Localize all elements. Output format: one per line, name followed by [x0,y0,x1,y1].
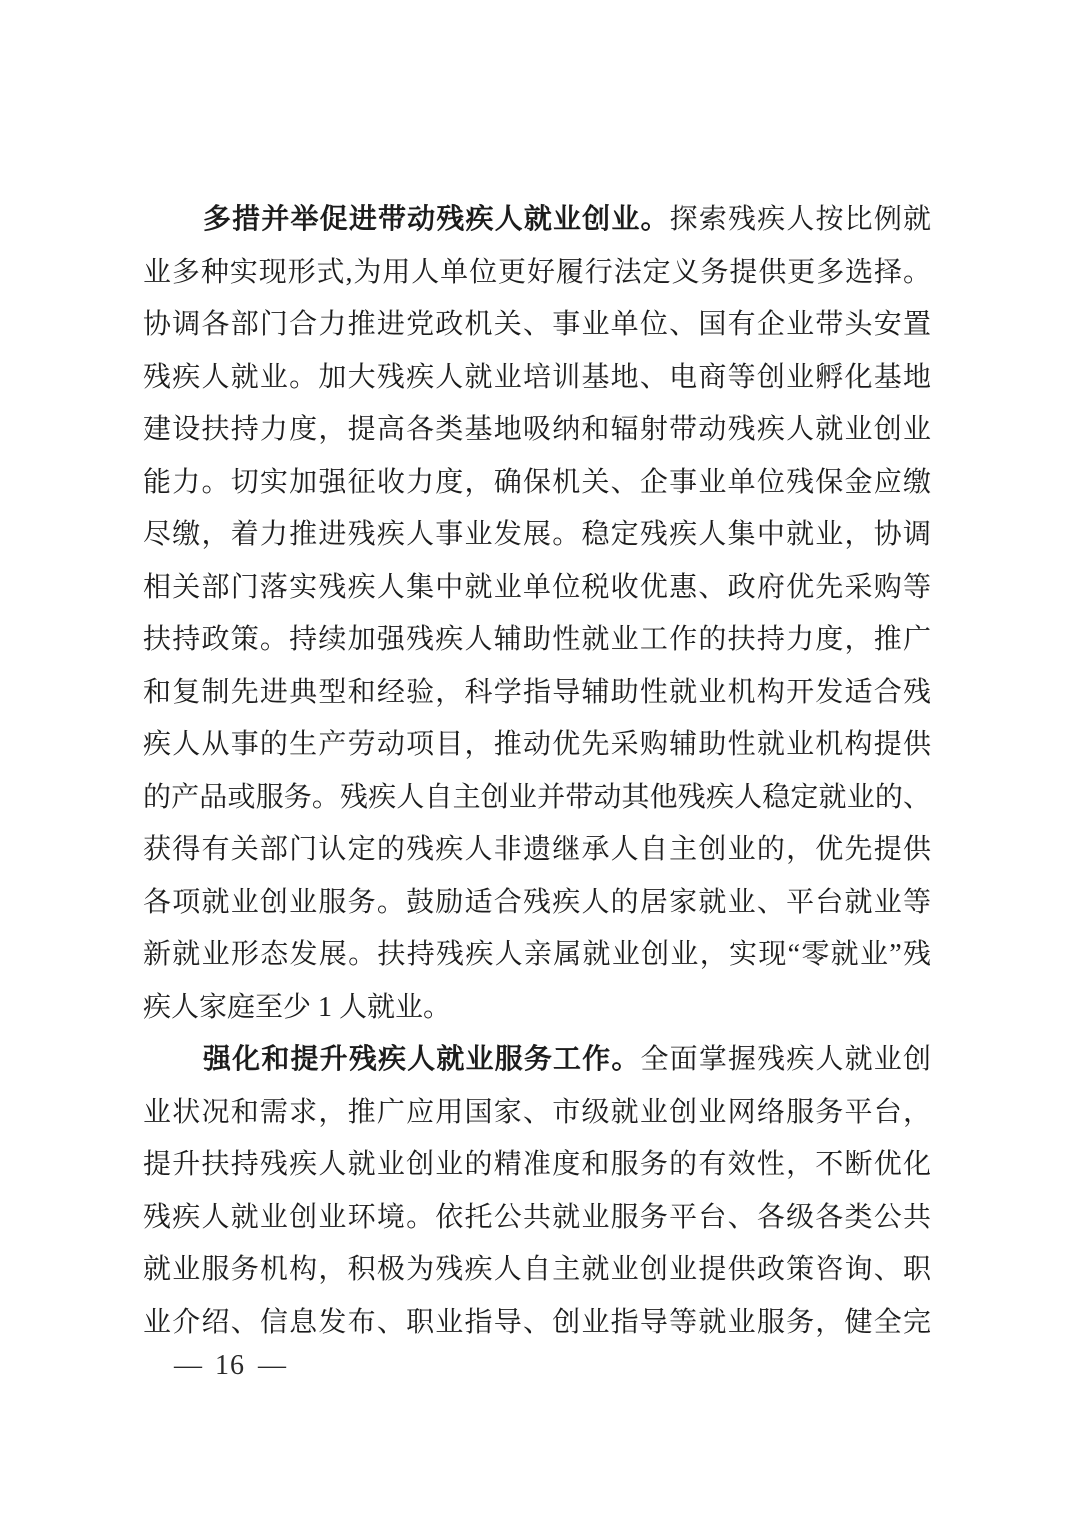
paragraph-1-lead-rest: 探索残疾人按比例就 [669,204,931,235]
text-line: 疾人家庭至少 1 人就业。 [143,991,452,1023]
text-line: 业状况和需求，推广应用国家、市级就业创业网络服务平台， [143,1096,931,1128]
text-line: 扶持政策。持续加强残疾人辅助性就业工作的扶持力度，推广 [143,624,931,655]
text-line: 业多种实现形式,为用人单位更好履行法定义务提供更多选择。 [143,256,931,288]
page-number [174,1346,286,1386]
text-line: 提升扶持残疾人就业创业的精准度和服务的有效性，不断优化 [143,1149,931,1180]
text-line: 残疾人就业创业环境。依托公共就业服务平台、各级各类公共 [143,1201,931,1233]
text-line: 和复制先进典型和经验，科学指导辅助性就业机构开发适合残 [143,676,931,708]
paragraph-1 [143,194,931,1034]
paragraph-2-lead: 强化和提升残疾人就业服务工作。 [203,1044,641,1075]
text-line: 协调各部门合力推进党政机关、事业单位、国有企业带头安置 [143,309,931,340]
paragraph-1-lead: 多措并举促进带动残疾人就业创业。 [203,204,670,235]
text-line: 各项就业创业服务。鼓励适合残疾人的居家就业、平台就业等 [143,886,931,918]
text-line: 就业服务机构，积极为残疾人自主就业创业提供政策咨询、职 [143,1254,931,1285]
text-line: 疾人从事的生产劳动项目，推动优先采购辅助性就业机构提供 [143,729,931,760]
text-line: 尽缴，着力推进残疾人事业发展。稳定残疾人集中就业，协调 [143,519,931,550]
text-line: 业介绍、信息发布、职业指导、创业指导等就业服务，健全完 [143,1306,931,1338]
text-line: 获得有关部门认定的残疾人非遗继承人自主创业的，优先提供 [143,834,931,865]
text-line [143,1034,931,1087]
paragraph-2-lead-rest: 全面掌握残疾人就业创 [640,1044,931,1075]
text-line: 建设扶持力度，提高各类基地吸纳和辐射带动残疾人就业创业 [143,414,931,445]
page-number-dash-left: — [174,1350,202,1381]
text-line: 新就业形态发展。扶持残疾人亲属就业创业，实现“零就业”残 [143,939,931,970]
text-line: 残疾人就业。加大残疾人就业培训基地、电商等创业孵化基地 [143,361,931,393]
text-line: 能力。切实加强征收力度，确保机关、企事业单位残保金应缴 [143,466,931,498]
text-line: 相关部门落实残疾人集中就业单位税收优惠、政府优先采购等 [143,571,931,603]
text-line: 的产品或服务。残疾人自主创业并带动其他残疾人稳定就业的、 [143,781,931,813]
paragraph-2 [143,1034,931,1349]
document-body [143,194,931,1349]
page-number-dash-right: — [258,1350,286,1381]
text-line [143,194,931,247]
page-number-value: 16 [215,1350,245,1381]
